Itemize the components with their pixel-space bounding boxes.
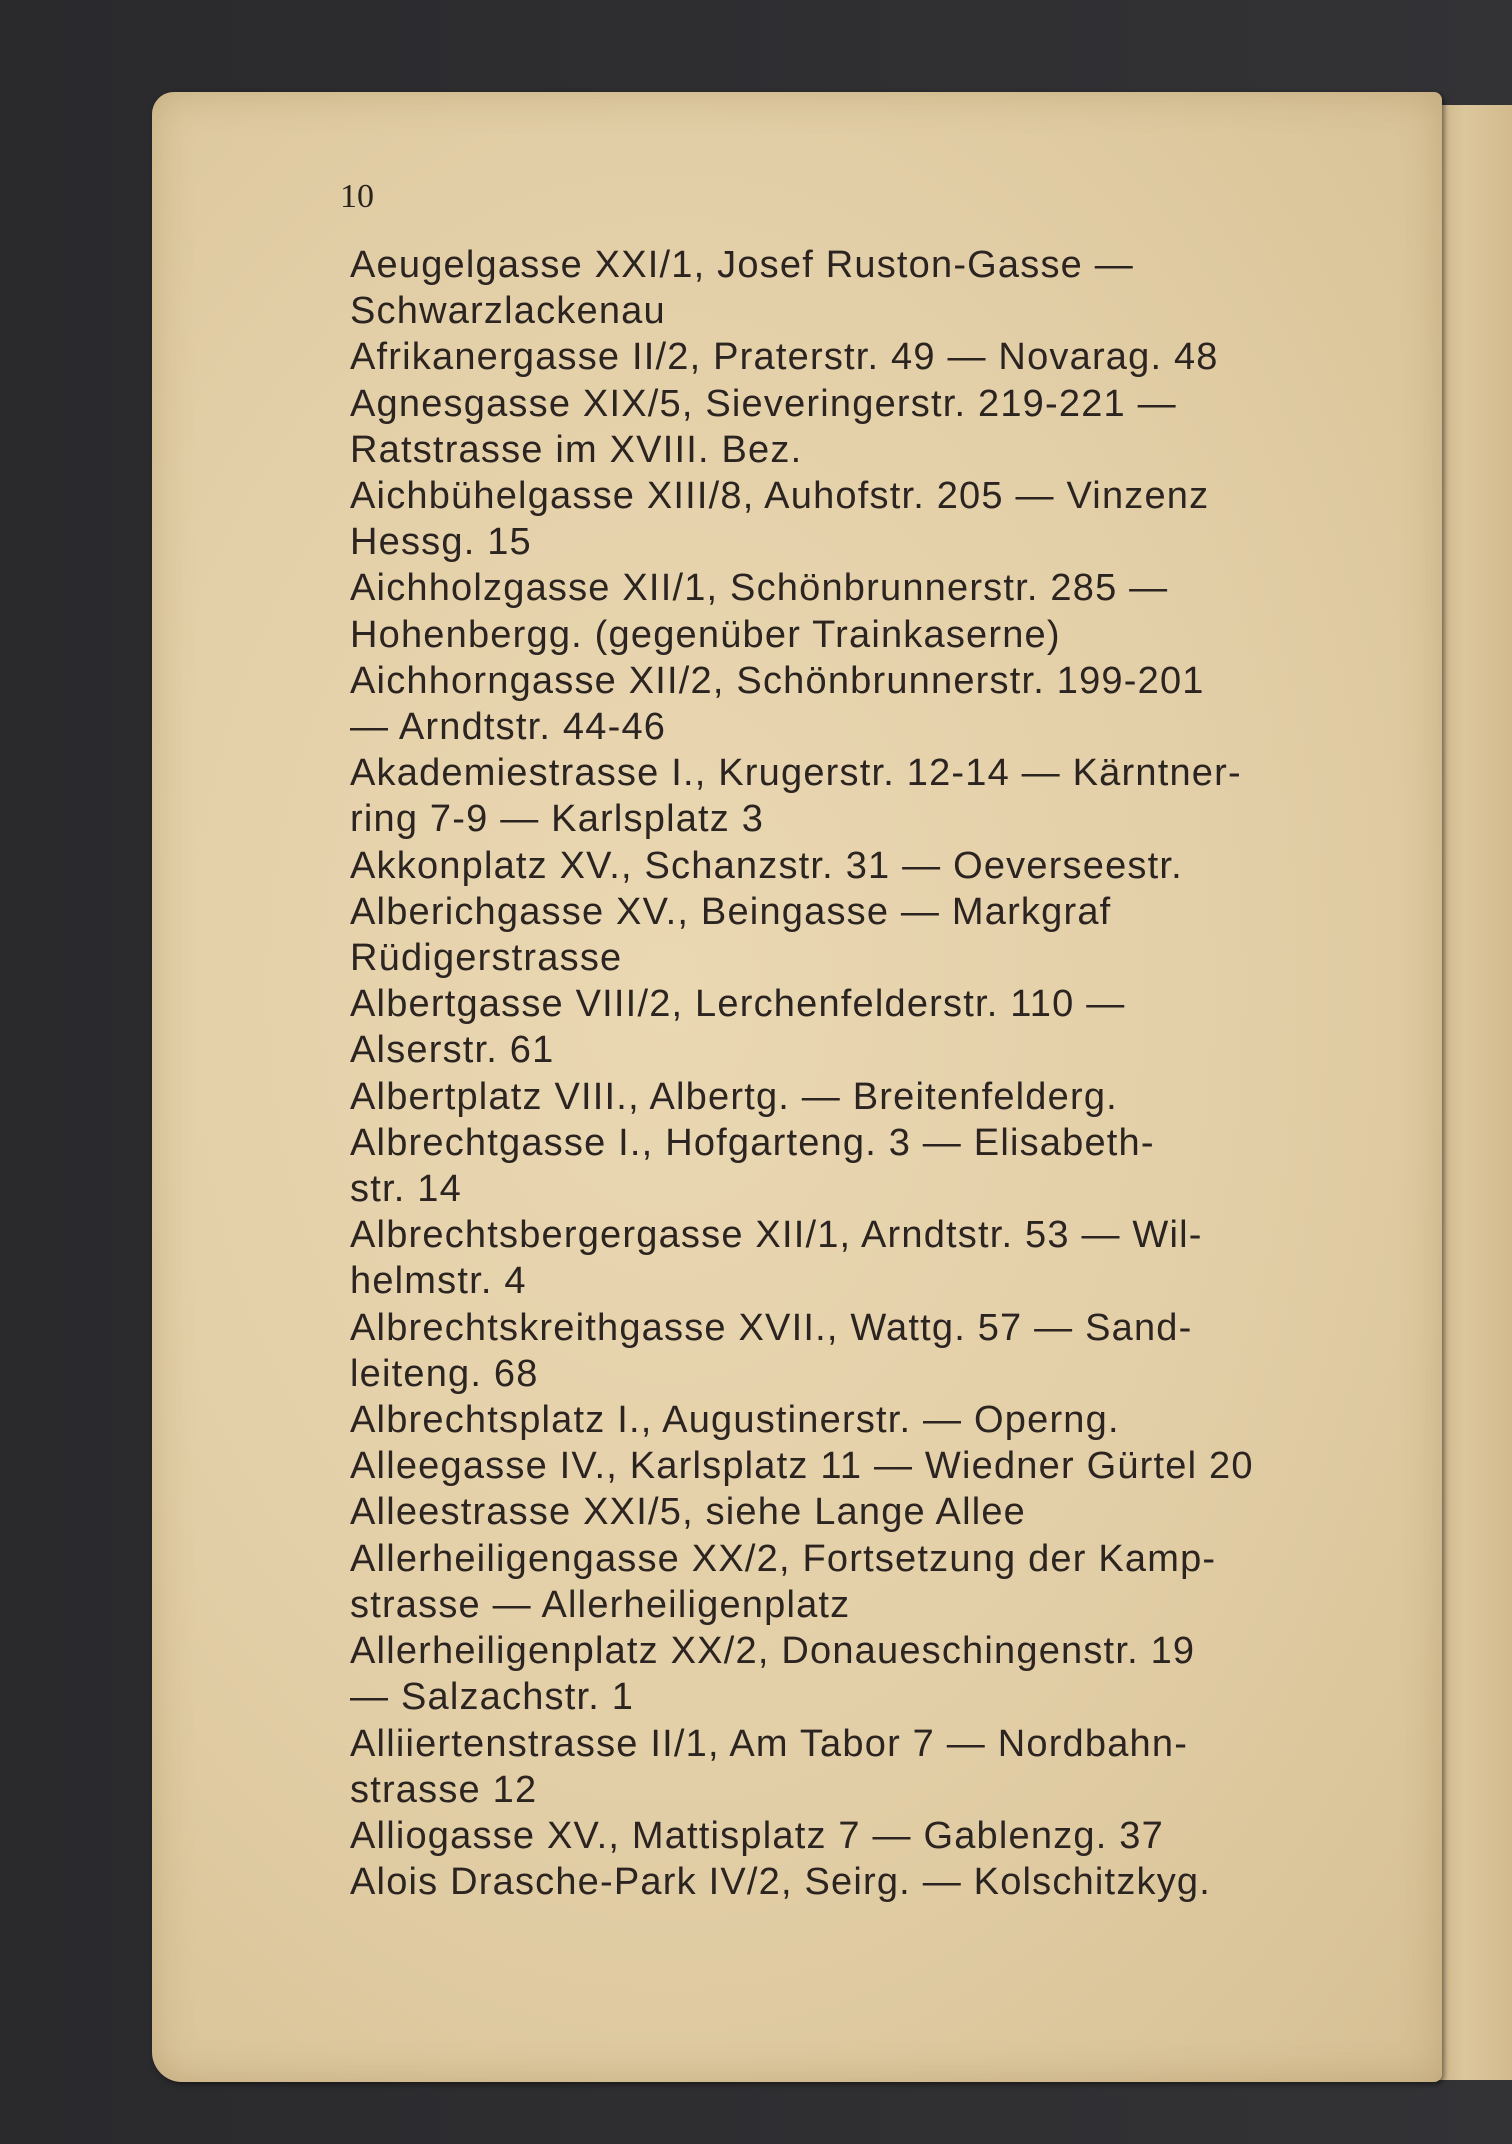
entry-line: Alleegasse IV., Karlsplatz 11 — Wiedner Gürtel 20 — [350, 1445, 1254, 1488]
index-entry — [350, 1305, 1340, 1397]
entry-line: Allerheiligenplatz XX/2, Donaueschingenstr. 19 — [350, 1630, 1196, 1673]
entry-continuation: Alserstr. 61 — [350, 1029, 555, 1072]
index-entry — [350, 473, 1340, 565]
entry-continuation: Schwarzlackenau — [350, 290, 666, 333]
entry-continuation: helmstr. 4 — [350, 1260, 527, 1303]
index-entry — [350, 750, 1340, 842]
index-entry — [350, 1721, 1340, 1813]
index-entry — [350, 981, 1340, 1073]
index-entry — [350, 1859, 1340, 1905]
index-entry — [350, 658, 1340, 750]
page-number: 10 — [340, 178, 374, 215]
entry-line: Alberichgasse XV., Beingasse — Markgraf — [350, 890, 1112, 933]
index-entry — [350, 889, 1340, 981]
entry-line: Alleestrasse XXI/5, siehe Lange Allee — [350, 1491, 1027, 1534]
index-entry — [350, 1212, 1340, 1304]
index-entry — [350, 242, 1340, 334]
entry-line: Albertplatz VIII., Albertg. — Breitenfelderg. — [350, 1075, 1118, 1118]
index-entry — [350, 1536, 1340, 1628]
entry-continuation: Ratstrasse im XVIII. Bez. — [350, 428, 803, 471]
adjacent-page-edge — [1430, 105, 1512, 2080]
entry-line: Aeugelgasse XXI/1, Josef Ruston-Gasse — — [350, 244, 1134, 286]
entry-continuation: leiteng. 68 — [350, 1352, 539, 1395]
entry-line: Aichhorngasse XII/2, Schönbrunnerstr. 199-201 — [350, 659, 1205, 702]
entry-continuation: — Arndtstr. 44-46 — [350, 706, 667, 749]
entry-line: Albrechtskreithgasse XVII., Wattg. 57 — Sand- — [350, 1306, 1193, 1349]
index-entry — [350, 1443, 1340, 1489]
entry-line: Afrikanergasse II/2, Praterstr. 49 — Novarag. 48 — [350, 336, 1219, 379]
street-index — [350, 242, 1340, 1905]
index-entry — [350, 1397, 1340, 1443]
index-entry — [350, 1813, 1340, 1859]
entry-line: Albrechtsbergergasse XII/1, Arndtstr. 53 — Wil- — [350, 1214, 1203, 1257]
entry-continuation: Hessg. 15 — [350, 521, 532, 564]
entry-continuation: Hohenbergg. (gegenüber Trainkaserne) — [350, 613, 1061, 656]
entry-line: Akademiestrasse I., Krugerstr. 12-14 — Kärntner- — [350, 752, 1242, 795]
entry-line: Aichbühelgasse XIII/8, Auhofstr. 205 — Vinzenz — [350, 475, 1210, 518]
entry-line: Akkonplatz XV., Schanzstr. 31 — Oeverseestr. — [350, 844, 1183, 887]
entry-line: Albertgasse VIII/2, Lerchenfelderstr. 110 — — [350, 983, 1126, 1026]
entry-line: Albrechtgasse I., Hofgarteng. 3 — Elisabeth- — [350, 1121, 1155, 1164]
entry-line: Alliogasse XV., Mattisplatz 7 — Gablenzg. 37 — [350, 1814, 1164, 1857]
index-entry — [350, 334, 1340, 380]
index-entry — [350, 1489, 1340, 1535]
entry-continuation: Rüdigerstrasse — [350, 937, 623, 980]
index-entry — [350, 843, 1340, 889]
entry-line: Albrechtsplatz I., Augustinerstr. — Operng. — [350, 1399, 1120, 1442]
index-entry — [350, 565, 1340, 657]
index-entry — [350, 1120, 1340, 1212]
entry-continuation: strasse — Allerheiligenplatz — [350, 1583, 851, 1626]
entry-line: Allerheiligengasse XX/2, Fortsetzung der Kamp- — [350, 1537, 1217, 1580]
entry-continuation: — Salzachstr. 1 — [350, 1676, 635, 1719]
entry-line: Agnesgasse XIX/5, Sieveringerstr. 219-221 — — [350, 382, 1177, 425]
entry-continuation: strasse 12 — [350, 1768, 538, 1811]
entry-line: Alois Drasche-Park IV/2, Seirg. — Kolschitzkyg. — [350, 1861, 1212, 1904]
entry-continuation: ring 7-9 — Karlsplatz 3 — [350, 798, 765, 841]
index-entry — [350, 1628, 1340, 1720]
entry-continuation: str. 14 — [350, 1168, 462, 1211]
index-entry — [350, 1074, 1340, 1120]
entry-line: Alliiertenstrasse II/1, Am Tabor 7 — Nordbahn- — [350, 1722, 1189, 1765]
index-entry — [350, 381, 1340, 473]
entry-line: Aichholzgasse XII/1, Schönbrunnerstr. 285 — — [350, 567, 1169, 610]
